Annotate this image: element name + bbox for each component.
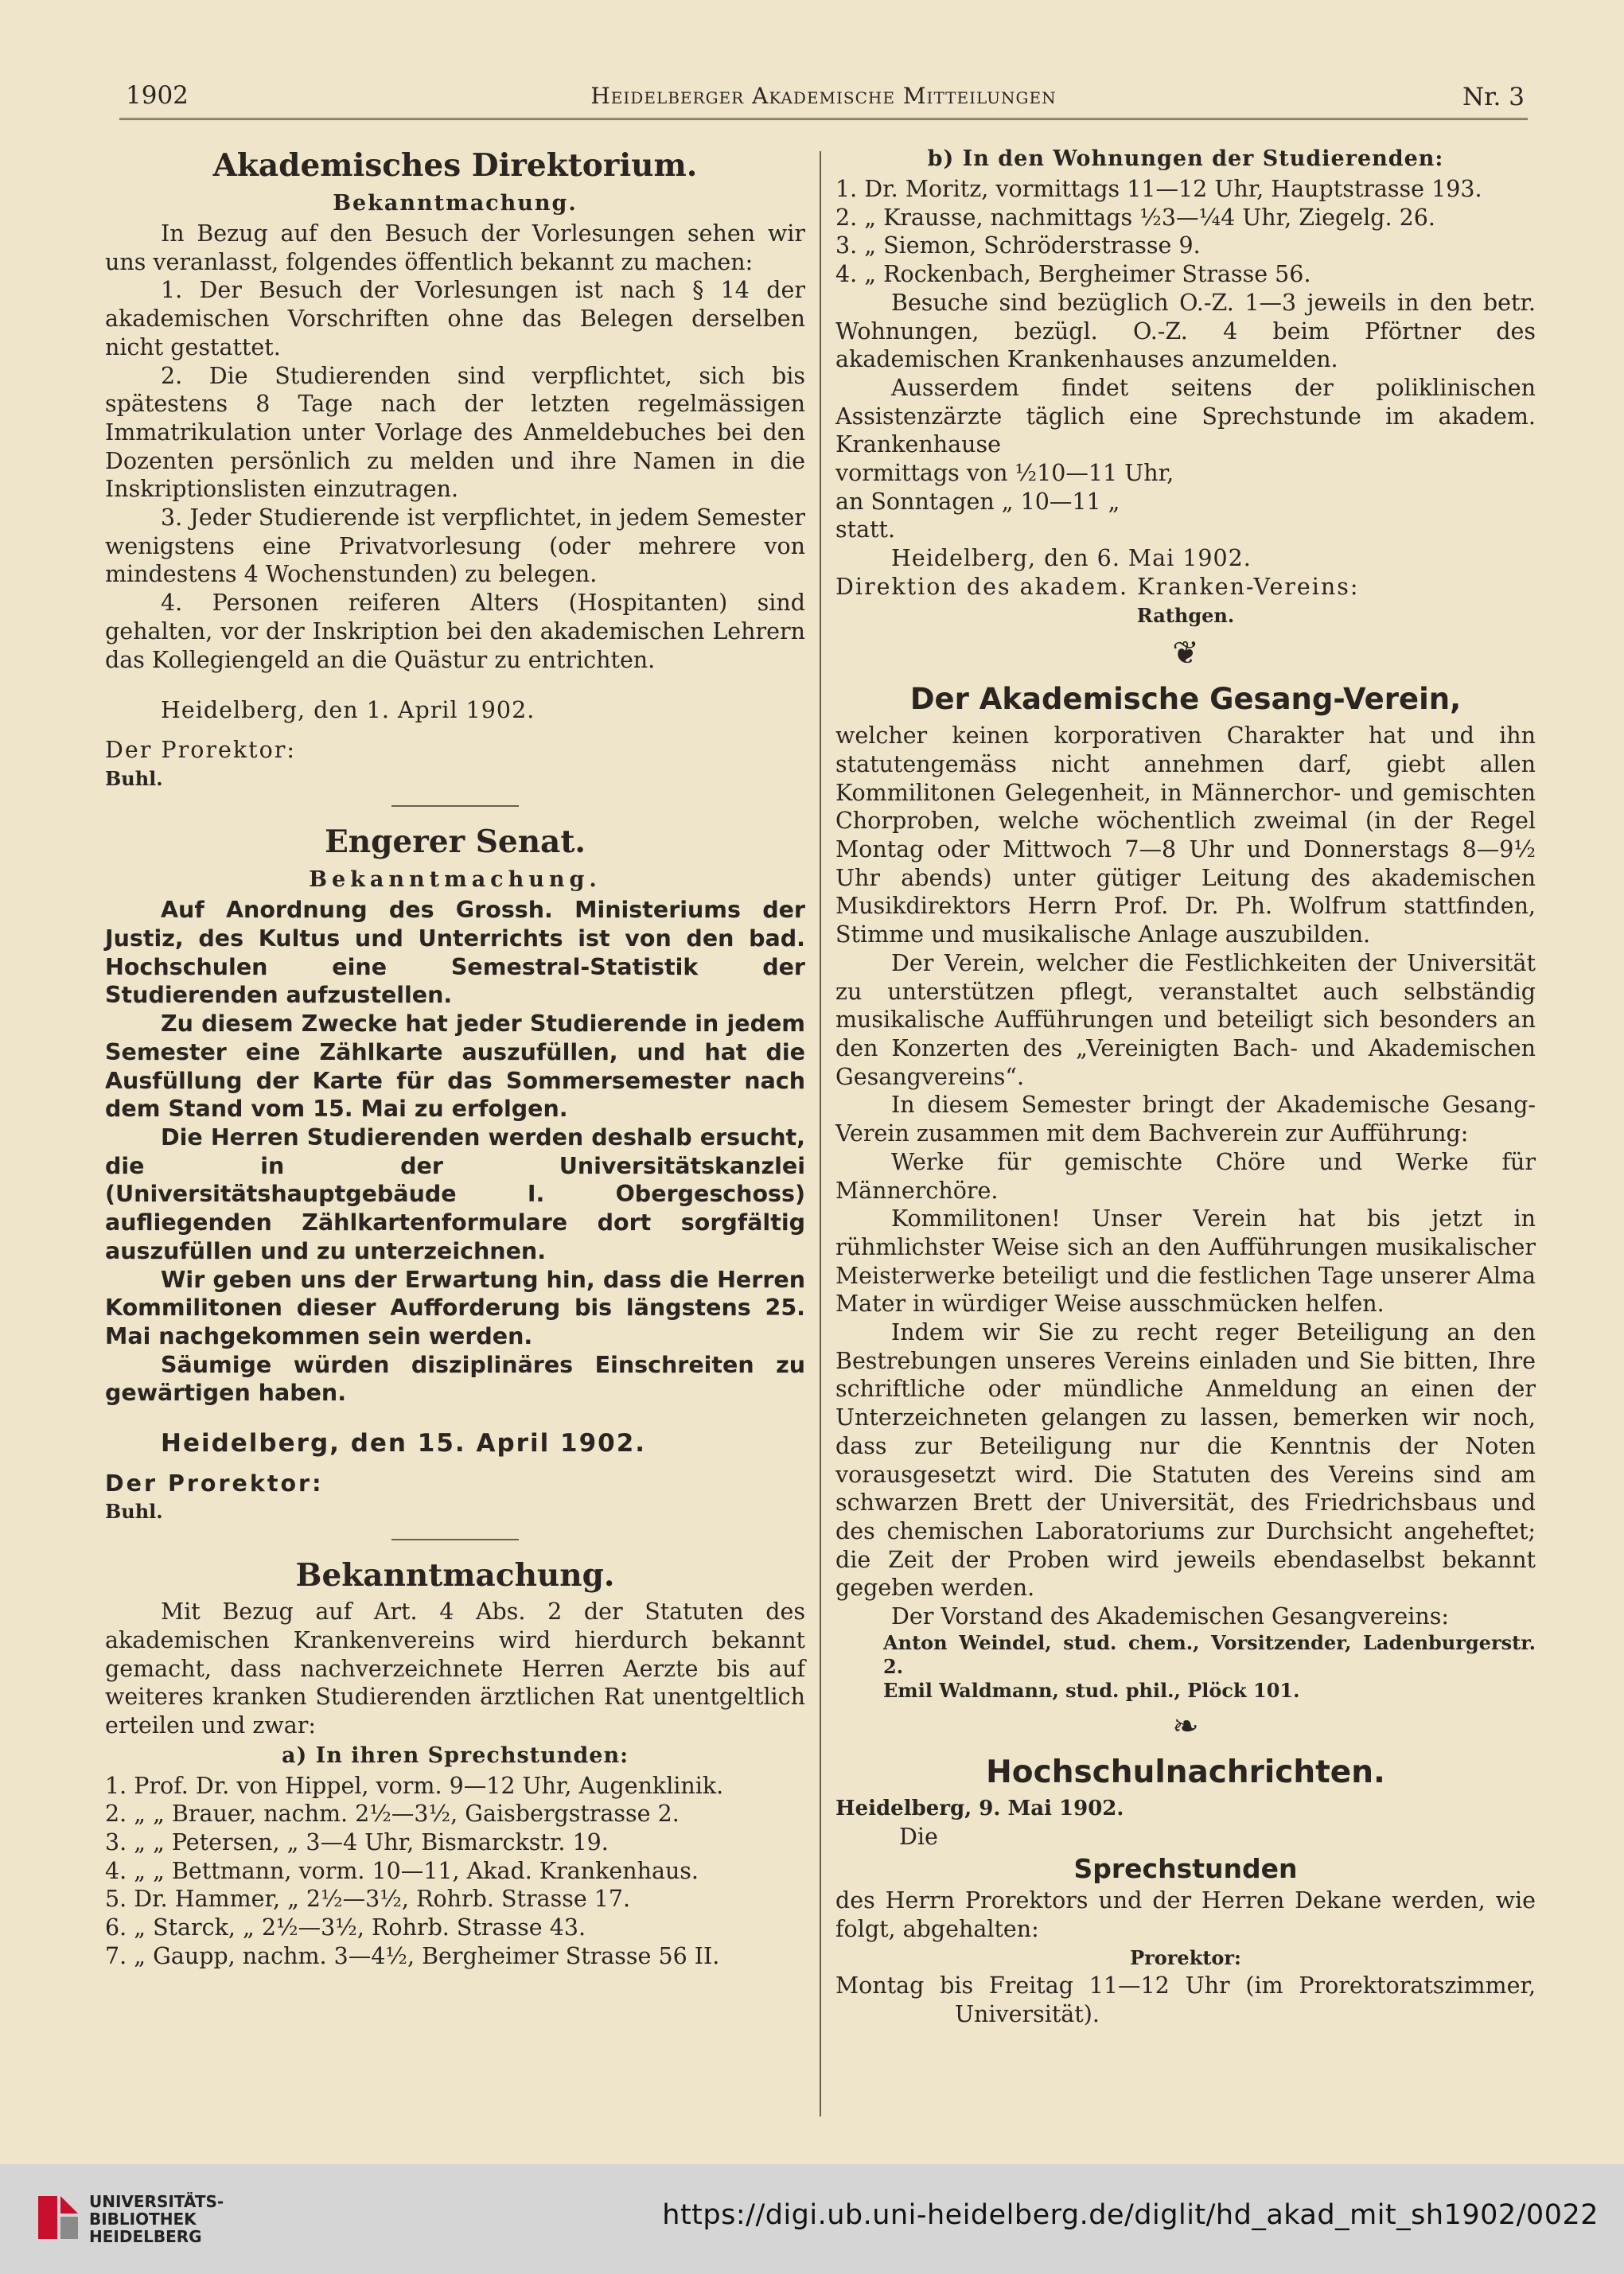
signature: Buhl. [105,766,163,790]
time-line: vormittags von ½10—11 Uhr, [835,460,1174,487]
subheading: Prorektor: [1130,1945,1241,1969]
list-item: 1. Prof. Dr. von Hippel, vorm. 9—12 Uhr, Augenklinik. [105,1772,724,1799]
header-year: 1902 [126,81,189,110]
ornament-icon: ❧ [1172,1707,1199,1745]
paragraph: 4. Personen reiferen Alters (Hospitanten) sind gehalten, vor der Inskription bei den akademischen Lehrern das Kollegiengeld an die Quästur zu entrichten. [105,590,805,673]
library-name-line: UNIVERSITÄTS- [89,2192,224,2211]
signature: Emil Waldmann, stud. phil., Plöck 101. [883,1678,1300,1702]
signatory-role: Der Prorektor: [105,1470,324,1497]
list-item: 5. Dr. Hammer, „ 2½—3½, Rohrb. Strasse 17. [105,1886,631,1913]
paragraph: statt. [835,516,896,543]
paragraph: Die Herren Studierenden werden deshalb ersucht, die in der Universitätskanzlei (Universitätshauptgebäude I. Obergeschoss) aufliegenden Zählkartenformulare dort sorgfältig auszufüllen und zu unterzeichnen. [105,1123,805,1264]
paragraph: Der Verein, welcher die Festlichkeiten der Universität zu unterstützen pflegt, veranstaltet auch selbständig musikalische Aufführungen und beteiligt sich besonders an den Konzerten des „Vereinigten Bach- und Akademischen Gesangvereins“. [835,949,1536,1090]
signature: Anton Weindel, stud. chem., Vorsitzender, Ladenburgerstr. 2. [883,1630,1536,1678]
paragraph: Montag bis Freitag 11—12 Uhr (im Prorektoratszimmer, Universität). [835,1972,1536,2027]
list-item: 6. „ Starck, „ 2½—3½, Rohrb. Strasse 43. [105,1914,586,1941]
paragraph: Auf Anordnung des Grossh. Ministeriums der Justiz, des Kultus und Unterrichts ist von den bad. Hochschulen eine Semestral-Statistik der Studierenden aufzustellen. [105,897,805,1009]
place-date: Heidelberg, den 1. April 1902. [161,697,535,724]
paragraph: 3. Jeder Studierende ist verpflichtet, in jedem Semester wenigstens eine Privatvorlesung (oder mehrere von mindestens 4 Wochenstunden) zu belegen. [105,504,805,588]
wohnungen-section [835,143,1536,629]
ornament-icon: ❦ [1172,635,1199,672]
signature: Buhl. [105,1500,163,1524]
divider [391,1539,519,1540]
paragraph: Kommilitonen! Unser Verein hat bis jetzt in rühmlichster Weise sich an den Aufführungen musikalischer Meisterwerke beteiligt und die festlichen Tage unserer Alma Mater in würdiger Weise ausschmücken helfen. [835,1205,1536,1318]
paragraph: 1. Der Besuch der Vorlesungen ist nach § 14 der akademischen Vorschriften ohne das Belegen derselben nicht gestattet. [105,277,805,360]
library-name [89,2193,224,2245]
library-name-line: BIBLIOTHEK [89,2210,197,2229]
senat-section [105,820,805,1540]
list-heading: b) In den Wohnungen der Studierenden: [927,146,1444,171]
section-title: Bekanntmachung. [295,1557,615,1595]
section-subtitle: Bekanntmachung. [309,867,602,893]
right-column [835,143,1536,2029]
signature: Rathgen. [1136,603,1235,627]
paragraph: Säumige würden disziplinäres Einschreiten zu gewärtigen haben. [105,1351,805,1407]
paragraph: Zu diesem Zwecke hat jeder Studierende in jedem Semester eine Zählkarte auszufüllen, und hat die Ausfüllung der Karte für das Sommersemester nach dem Stand vom 15. Mai zu erfolgen. [105,1010,805,1123]
list-heading: a) In ihren Sprechstunden: [281,1742,629,1768]
running-header [119,78,1528,120]
paragraph: Indem wir Sie zu recht reger Beteiligung an den Bestrebungen unseres Vereins einladen und Sie bitten, Ihre schriftliche oder mündliche Anmeldung an einen der Unterzeichneten gelangen zu lassen, bemerken wir noch, dass zur Beteiligung nur die Kenntnis der Noten vorausgesetzt wird. Die Statuten des Vereins sind am schwarzen Brett der Universität, des Friedrichsbaus und des chemischen Laboratoriums zur Durchsicht angeheftet; die Zeit der Proben wird jeweils ebendaselbst bekannt gegeben werden. [835,1319,1536,1602]
time-line: an Sonntagen „ 10—11 „ [835,488,1120,515]
signatory-role: Der Vorstand des Akademischen Gesangvereins: [891,1603,1449,1630]
paragraph: In Bezug auf den Besuch der Vorlesungen sehen wir uns veranlasst, folgendes öffentlich bekannt zu machen: [105,220,805,275]
library-name-line: HEIDELBERG [89,2227,202,2246]
section-title: Engerer Senat. [325,824,586,861]
paragraph: Die [899,1824,938,1851]
column-divider [820,151,821,2116]
place-date: Heidelberg, den 6. Mai 1902. [891,545,1252,572]
paragraph: In diesem Semester bringt der Akademische Gesang-Verein zusammen mit dem Bachverein zur Aufführung: [835,1092,1536,1147]
library-logo-icon [33,2190,83,2245]
paragraph: 2. Die Studierenden sind verpflichtet, sich bis spätestens 8 Tage nach der letzten regelmässigen Immatrikulation unter Vorlage des Anmeldebuches bei den Dozenten persönlich zu melden und ihre Namen in die Inskriptionslisten einzutragen. [105,362,805,503]
paragraph: Wir geben uns der Erwartung hin, dass die Herren Kommilitonen dieser Aufforderung bis längstens 25. Mai nachgekommen sein werden. [105,1266,805,1349]
list-item: 2. „ „ Brauer, nachm. 2½—3½, Gaisbergstrasse 2. [105,1801,680,1828]
header-number: Nr. 3 [1462,83,1525,111]
section-subtitle: Bekanntmachung. [333,191,578,216]
paragraph: des Herrn Prorektors und der Herren Dekane werden, wie folgt, abgehalten: [835,1887,1536,1942]
section-title: Der Akademische Gesang-Verein, [909,682,1462,717]
list-item: 7. „ Gaupp, nachm. 3—4½, Bergheimer Strasse 56 II. [105,1942,720,1969]
header-title: Heidelberger Akademische Mitteilungen [590,83,1057,109]
list-item: 1. Dr. Moritz, vormittags 11—12 Uhr, Hauptstrasse 193. [835,176,1482,202]
subheading: Sprechstunden [1073,1853,1298,1885]
viewer-footer [0,2164,1624,2274]
signatory-role: Der Prorektor: [105,736,296,763]
divider [391,805,519,807]
hochschulnachrichten-section [835,1750,1536,2029]
paragraph: welcher keinen korporativen Charakter hat und ihn statutengemäss nicht annehmen darf, giebt allen Kommilitonen Gelegenheit, in Männerchor- und gemischten Chorproben, welche wöchentlich zweimal (in der Regel Montag oder Mittwoch 7—8 Uhr und Donnerstags 8—9½ Uhr abends) unter gütiger Leitung des akademischen Musikdirektors Herrn Prof. Dr. Ph. Wolfrum stattfinden, Stimme und musikalische Anlage auszubilden. [835,722,1536,948]
direktorium-section [105,143,805,807]
place-date: Heidelberg, den 15. April 1902. [161,1429,647,1458]
paragraph: Werke für gemischte Chöre und Werke für Männerchöre. [835,1148,1536,1204]
list-item: 3. „ Siemon, Schröderstrasse 9. [835,232,1201,259]
paragraph: Ausserdem findet seitens der poliklinischen Assistenzärzte täglich eine Sprechstunde im akadem. Krankenhause [835,374,1536,458]
paragraph: Besuche sind bezüglich O.-Z. 1—3 jeweils in den betr. Wohnungen, bezügl. O.-Z. 4 beim Pförtner des akademischen Krankenhauses anzumelden. [835,289,1536,373]
doctor-list [105,1772,805,1971]
krankenverein-section [105,1553,805,1970]
dateline: Heidelberg, 9. Mai 1902. [835,1796,1124,1820]
list-item: 4. „ Rockenbach, Bergheimer Strasse 56. [835,261,1311,288]
section-title: Akademisches Direktorium. [212,147,698,184]
permalink[interactable]: https://digi.ub.uni-heidelberg.de/diglit/hd_akad_mit_sh1902/0022 [662,2199,1599,2231]
list-item: 3. „ „ Petersen, „ 3—4 Uhr, Bismarckstr. 19. [105,1829,609,1856]
paragraph: Mit Bezug auf Art. 4 Abs. 2 der Statuten des akademischen Krankenvereins wird hierdurch bekannt gemacht, dass nachverzeichnete Herren Aerzte bis auf weiteres kranken Studierenden ärztlichen Rat unentgeltlich erteilen und zwar: [105,1598,805,1739]
list-item: 2. „ Krausse, nachmittags ½3—¼4 Uhr, Ziegelg. 26. [835,204,1435,231]
list-item: 4. „ „ Bettmann, vorm. 10—11, Akad. Krankenhaus. [105,1857,699,1884]
left-column [105,143,805,1971]
gesangverein-section [835,677,1536,1703]
signatory-role: Direktion des akadem. Kranken-Vereins: [835,573,1360,600]
section-title: Hochschulnachrichten. [986,1754,1385,1790]
